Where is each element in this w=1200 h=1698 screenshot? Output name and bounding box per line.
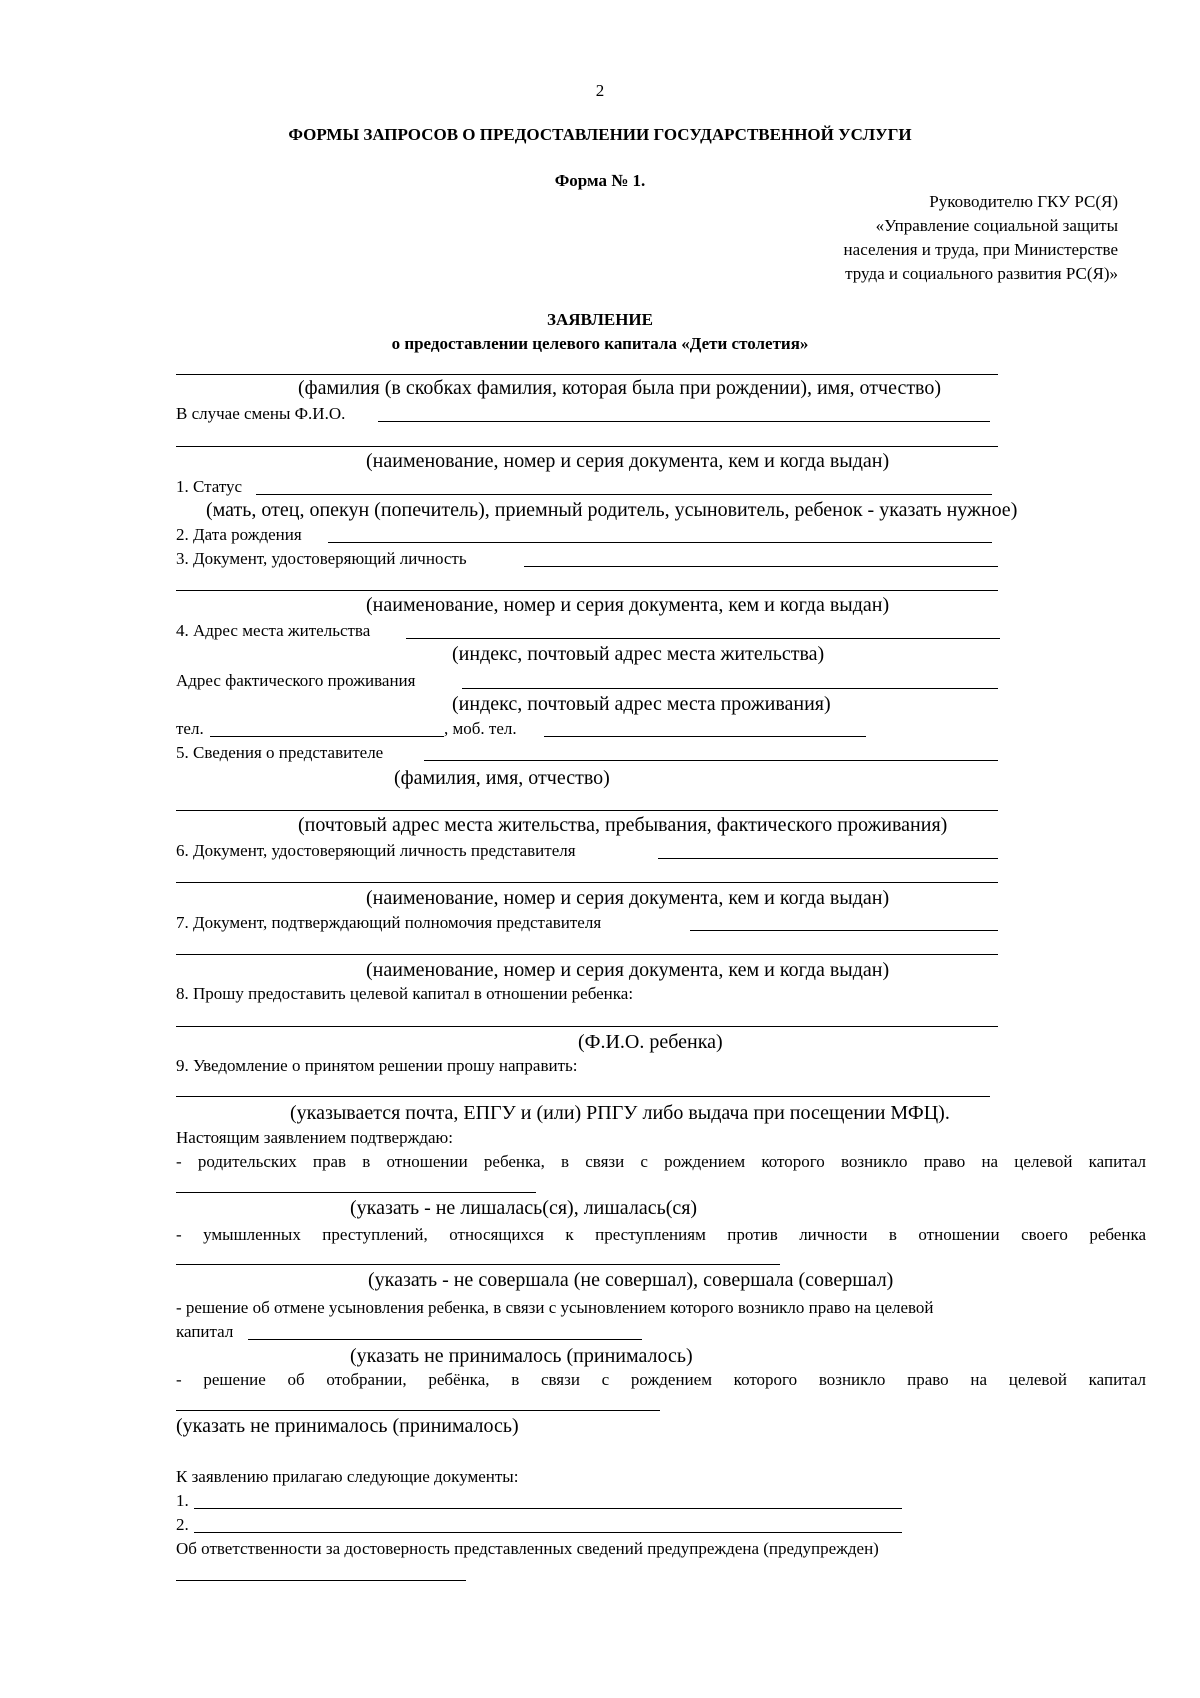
adoption-text-1: - решение об отмене усыновления ребенка, в связи с усыновлением которого возникло право на целевой	[176, 1298, 934, 1317]
child-name-caption: (Ф.И.О. ребенка)	[578, 1031, 723, 1053]
doc-caption-2: (наименование, номер и серия документа, кем и когда выдан)	[366, 594, 890, 616]
rep-authority-label: 7. Документ, подтверждающий полномочия представителя	[176, 913, 602, 932]
request-label: 8. Прошу предоставить целевой капитал в отношении ребенка:	[176, 984, 634, 1003]
mobile-line[interactable]	[544, 736, 866, 737]
birth-date-line[interactable]	[328, 542, 992, 543]
parental-rights-caption: (указать - не лишалась(ся), лишалась(ся)	[350, 1197, 698, 1219]
page-heading: ФОРМЫ ЗАПРОСОВ О ПРЕДОСТАВЛЕНИИ ГОСУДАРСТВЕННОЙ УСЛУГИ	[288, 125, 912, 144]
identity-doc-line-2[interactable]	[176, 590, 998, 591]
attachment-1-line[interactable]	[194, 1508, 902, 1509]
signature-line[interactable]	[176, 1580, 466, 1581]
confirm-label: Настоящим заявлением подтверждаю:	[176, 1128, 453, 1147]
addressee-line-1: Руководителю ГКУ РС(Я)	[929, 192, 1118, 211]
identity-doc-label: 3. Документ, удостоверяющий личность	[176, 549, 467, 568]
notification-label: 9. Уведомление о принятом решении прошу направить:	[176, 1056, 578, 1075]
crimes-line[interactable]	[176, 1264, 780, 1265]
actual-address-label: Адрес фактического проживания	[176, 671, 416, 690]
attachment-2-label: 2.	[176, 1515, 189, 1534]
addressee-line-4: труда и социального развития РС(Я)»	[845, 264, 1118, 283]
crimes-caption: (указать - не совершала (не совершал), совершала (совершал)	[368, 1269, 894, 1291]
document-title: ЗАЯВЛЕНИЕ	[546, 310, 653, 329]
doc-caption-4: (наименование, номер и серия документа, кем и когда выдан)	[366, 959, 890, 981]
crimes-text: - умышленных преступлений, относящихся к преступлениям против личности в отношении своего ребенка	[176, 1225, 1146, 1244]
rep-authority-line-2[interactable]	[176, 954, 998, 955]
doc-caption-3: (наименование, номер и серия документа, кем и когда выдан)	[366, 887, 890, 909]
attachment-1-label: 1.	[176, 1491, 189, 1510]
adoption-text-2: капитал	[176, 1322, 234, 1341]
address-caption: (индекс, почтовый адрес места жительства)	[452, 643, 825, 665]
rep-identity-line[interactable]	[658, 858, 998, 859]
rep-address-caption: (почтовый адрес места жительства, пребывания, фактического проживания)	[298, 814, 948, 836]
addressee-line-2: «Управление социальной защиты	[875, 216, 1118, 235]
actual-address-line[interactable]	[462, 688, 998, 689]
fio-line[interactable]	[176, 374, 998, 375]
child-name-line[interactable]	[176, 1026, 998, 1027]
parental-rights-line[interactable]	[176, 1192, 536, 1193]
adoption-line[interactable]	[248, 1339, 642, 1340]
rep-authority-line[interactable]	[690, 930, 998, 931]
removal-text: - решение об отобрании, ребёнка, в связи с рождением которого возникло право на целевой капитал	[176, 1370, 1146, 1389]
addressee-line-3: населения и труда, при Министерстве	[843, 240, 1118, 259]
phone-line[interactable]	[210, 736, 444, 737]
document-subtitle: о предоставлении целевого капитала «Дети столетия»	[391, 334, 809, 353]
status-label: 1. Статус	[176, 477, 243, 496]
parental-rights-text: - родительских прав в отношении ребенка, в связи с рождением которого возникло право на целевой капитал	[176, 1152, 1146, 1171]
rep-address-line[interactable]	[176, 810, 998, 811]
name-change-line[interactable]	[378, 421, 990, 422]
address-line[interactable]	[406, 638, 1000, 639]
address-label: 4. Адрес места жительства	[176, 621, 371, 640]
mobile-label: , моб. тел.	[444, 719, 517, 738]
attachment-2-line[interactable]	[194, 1532, 902, 1533]
status-line[interactable]	[256, 494, 992, 495]
actual-address-caption: (индекс, почтовый адрес места проживания)	[452, 693, 831, 715]
identity-doc-line[interactable]	[524, 566, 998, 567]
notification-caption: (указывается почта, ЕПГУ и (или) РПГУ либо выдача при посещении МФЦ).	[290, 1102, 950, 1124]
fio-caption: (фамилия (в скобках фамилия, которая была при рождении), имя, отчество)	[298, 377, 942, 399]
doc-caption-1: (наименование, номер и серия документа, кем и когда выдан)	[366, 450, 890, 472]
representative-label: 5. Сведения о представителе	[176, 743, 384, 762]
representative-line[interactable]	[424, 760, 998, 761]
removal-line[interactable]	[176, 1410, 660, 1411]
rep-name-caption: (фамилия, имя, отчество)	[394, 767, 610, 789]
phone-label: тел.	[176, 719, 204, 738]
form-number: Форма № 1.	[554, 171, 646, 190]
birth-date-label: 2. Дата рождения	[176, 525, 302, 544]
attachments-label: К заявлению прилагаю следующие документы:	[176, 1467, 519, 1486]
status-caption: (мать, отец, опекун (попечитель), приемный родитель, усыновитель, ребенок - указать нужное)	[206, 499, 1018, 521]
notification-line[interactable]	[176, 1096, 990, 1097]
rep-identity-line-2[interactable]	[176, 882, 998, 883]
name-change-label: В случае смены Ф.И.О.	[176, 404, 346, 423]
removal-caption: (указать не принималось (принималось)	[176, 1415, 519, 1437]
responsibility-text: Об ответственности за достоверность представленных сведений предупреждена (предупрежден)	[176, 1539, 879, 1558]
rep-identity-label: 6. Документ, удостоверяющий личность представителя	[176, 841, 576, 860]
name-change-doc-line[interactable]	[176, 446, 998, 447]
adoption-caption: (указать не принималось (принималось)	[350, 1345, 693, 1367]
page-number: 2	[595, 81, 605, 100]
